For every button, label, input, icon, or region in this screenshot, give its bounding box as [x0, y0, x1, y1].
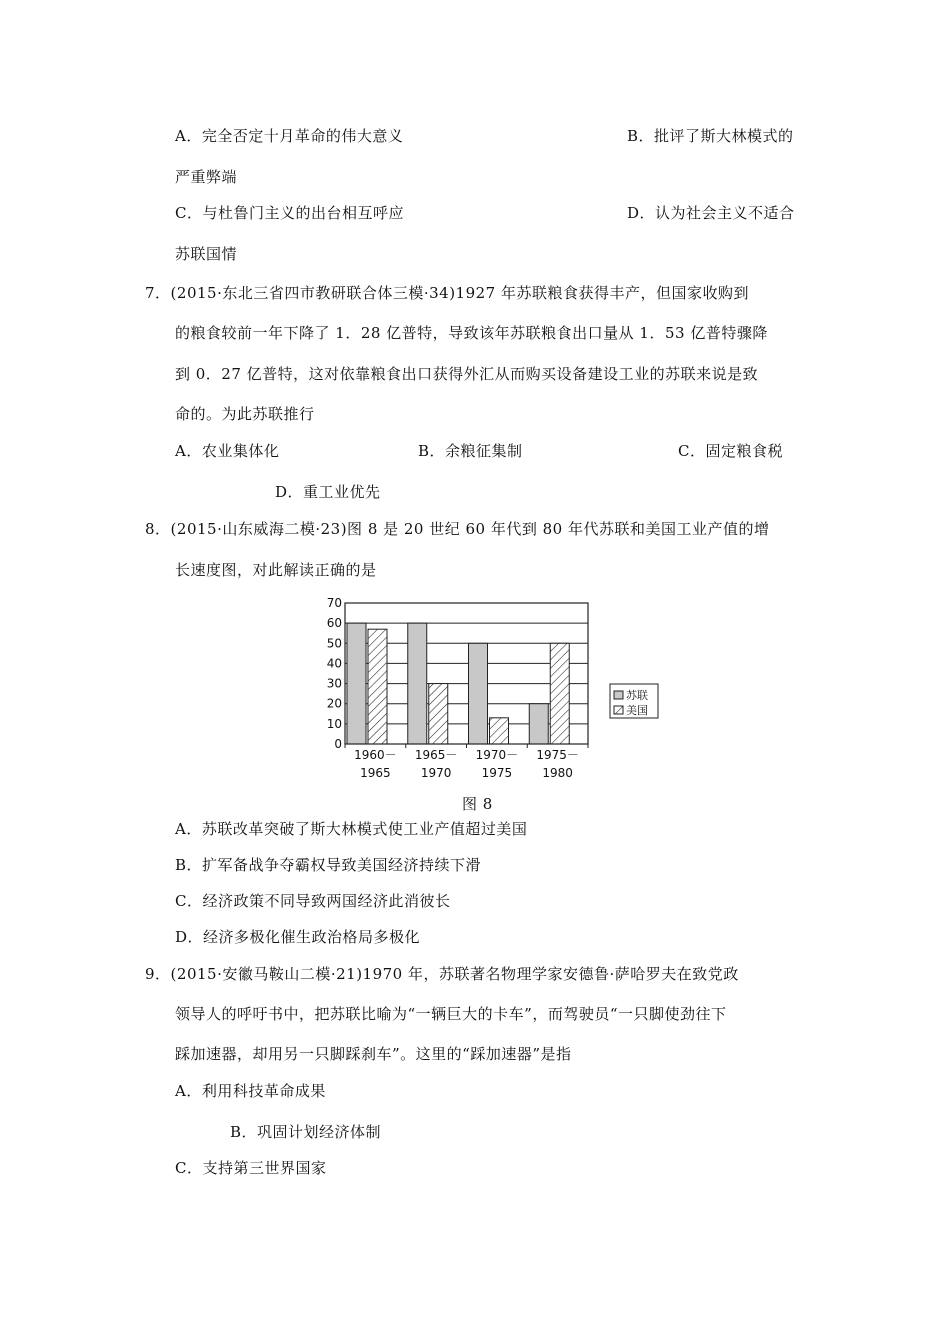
q6-option-c: C．与杜鲁门主义的出台相互呼应: [175, 204, 404, 222]
q8-option-d: D．经济多极化催生政治格局多极化: [175, 928, 421, 946]
q9-option-c: C．支持第三世界国家: [175, 1159, 327, 1177]
bar-usa: [368, 629, 387, 744]
q7-option-d: D．重工业优先: [275, 483, 381, 501]
q8-stem-line2: 长速度图，对此解读正确的是: [175, 561, 377, 579]
growth-rate-chart: [320, 593, 670, 785]
legend-label: 美国: [626, 704, 648, 717]
q7-option-b: B．余粮征集制: [418, 442, 523, 460]
bar-usa: [429, 684, 448, 744]
bar-ussr: [529, 704, 548, 744]
q6-option-d-cont: 苏联国情: [175, 245, 238, 263]
y-tick-label: 50: [326, 636, 342, 651]
bar-usa: [550, 643, 569, 744]
y-tick-label: 60: [326, 616, 342, 631]
q7-stem-line4: 命的。为此苏联推行: [175, 405, 315, 423]
x-tick-label: 1960－: [354, 748, 397, 762]
q8-option-b: B．扩军备战争夺霸权导致美国经济持续下滑: [175, 856, 482, 874]
q6-option-d: D．认为社会主义不适合: [627, 204, 795, 222]
x-tick-label: 1965－: [414, 748, 458, 762]
y-tick-label: 30: [326, 676, 342, 691]
y-tick-label: 10: [326, 716, 342, 731]
q8-option-a: A．苏联改革突破了斯大林模式使工业产值超过美国: [175, 820, 528, 838]
chart-svg: [320, 593, 670, 785]
figure-caption: 图 8: [462, 795, 493, 813]
x-tick-label: 1975: [481, 766, 513, 780]
bar-ussr: [408, 623, 427, 744]
x-tick-label: 1970: [420, 766, 452, 780]
q7-stem-line3: 到 0．27 亿普特，这对依靠粮食出口获得外汇从而购买设备建设工业的苏联来说是致: [175, 365, 759, 383]
y-tick-label: 0: [334, 737, 342, 751]
bar-ussr: [469, 643, 488, 744]
bar-ussr: [347, 623, 366, 744]
q9-stem-line2: 领导人的呼吁书中，把苏联比喻为“一辆巨大的卡车”，而驾驶员“一只脚使劲往下: [175, 1005, 727, 1023]
q9-option-b: B．巩固计划经济体制: [230, 1123, 382, 1141]
x-tick-label: 1965: [360, 766, 391, 780]
q7-option-c: C．固定粮食税: [678, 442, 783, 460]
q7-option-a: A．农业集体化: [175, 442, 280, 460]
bar-usa: [490, 718, 509, 744]
q6-option-b: B．批评了斯大林模式的: [627, 127, 794, 145]
q8-option-c: C．经济政策不同导致两国经济此消彼长: [175, 892, 451, 910]
q7-stem-line1: 7．(2015·东北三省四市教研联合体三模·34)1927 年苏联粮食获得丰产，但国家收购到: [145, 284, 749, 302]
q9-option-a: A．利用科技革命成果: [175, 1082, 326, 1100]
legend-swatch: [614, 706, 623, 714]
q9-stem-line3: 踩加速器，却用另一只脚踩刹车”。这里的“踩加速器”是指: [175, 1045, 572, 1063]
x-tick-label: 1980: [542, 766, 573, 780]
q7-stem-line2: 的粮食较前一年下降了 1．28 亿普特，导致该年苏联粮食出口量从 1．53 亿普特骤降: [175, 324, 768, 342]
x-tick-label: 1975－: [536, 748, 579, 762]
y-tick-label: 70: [326, 596, 342, 610]
q6-option-a: A．完全否定十月革命的伟大意义: [175, 127, 404, 145]
x-tick-label: 1970－: [475, 748, 519, 762]
q8-stem-line1: 8．(2015·山东威海二模·23)图 8 是 20 世纪 60 年代到 80 年代苏联和美国工业产值的增: [145, 520, 770, 538]
legend-swatch: [614, 691, 623, 699]
y-tick-label: 20: [326, 696, 342, 711]
q6-option-b-cont: 严重弊端: [175, 168, 238, 186]
legend-label: 苏联: [626, 689, 648, 702]
y-tick-label: 40: [326, 656, 342, 671]
q9-stem-line1: 9．(2015·安徽马鞍山二模·21)1970 年，苏联著名物理学家安德鲁·萨哈罗夫在致党政: [145, 965, 739, 983]
